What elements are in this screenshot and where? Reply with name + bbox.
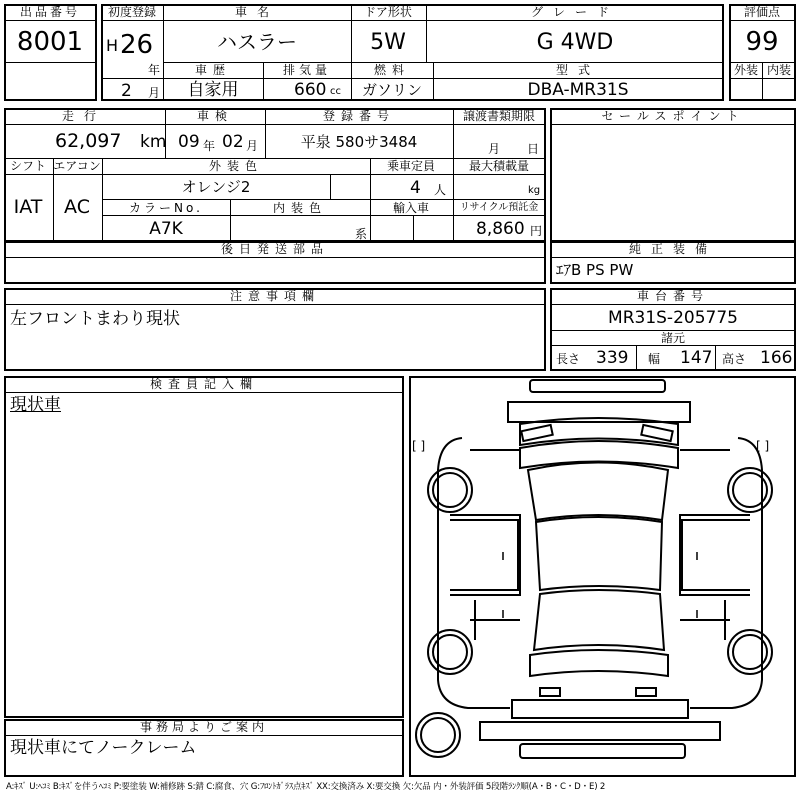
reg-number-label: 登録番号 — [322, 109, 396, 123]
grade: G 4WD — [536, 30, 614, 55]
door-type: 5W — [370, 30, 406, 55]
capacity-unit: 人 — [434, 183, 447, 197]
left-bracket: [ ] — [412, 439, 426, 453]
caution-text: 左フロントまわり現状 — [10, 309, 180, 329]
mileage-label: 走行 — [61, 109, 107, 123]
shift: IAT — [13, 196, 43, 218]
inspection-month-unit: 月 — [246, 139, 259, 153]
score-label: 評価点 — [743, 5, 781, 19]
height-label: 高さ — [722, 352, 747, 366]
office-label: 事務局よりご案内 — [139, 720, 269, 734]
length-label: 長さ — [556, 352, 581, 366]
later-parts-label: 後日発送部品 — [220, 242, 330, 256]
recycle-label: リサイクル預託金 — [459, 202, 539, 213]
transfer-month-unit: 月 — [488, 142, 501, 156]
aircon: AC — [64, 196, 90, 218]
era-letter: H — [106, 36, 119, 55]
sales-point-label: セールスポイント — [601, 109, 745, 123]
height: 166 — [760, 348, 793, 368]
reg-year-unit: 年 — [148, 63, 161, 77]
color-no: A7K — [149, 219, 183, 239]
equipment: ｴｱB PS PW — [556, 261, 634, 279]
dims-label: 諸元 — [660, 331, 686, 345]
reg-month-unit: 月 — [148, 86, 161, 100]
width: 147 — [680, 348, 713, 368]
first-reg-label: 初度登録 — [107, 5, 157, 19]
car-diagram-box — [409, 376, 796, 777]
car-name: ハスラー — [217, 30, 297, 54]
reg-number: 平泉 580サ3484 — [300, 133, 418, 151]
fuel: ガソリン — [361, 81, 423, 99]
right-bracket: [ ] — [756, 439, 770, 453]
interior-label: 内装 — [766, 63, 792, 77]
history: 自家用 — [187, 80, 239, 100]
chassis-label: 車台番号 — [636, 289, 710, 303]
grade-label: グレード — [530, 5, 620, 19]
capacity-label: 乗車定員 — [386, 159, 436, 173]
recycle-unit: 円 — [530, 224, 543, 238]
inspection-year: 09 — [178, 132, 200, 152]
score: 99 — [745, 27, 779, 57]
inspector-text: 現状車 — [10, 395, 61, 415]
displacement: 660 — [294, 80, 327, 100]
inspector-box — [4, 376, 404, 718]
chassis-number: MR31S-205775 — [608, 308, 738, 328]
recycle-fee: 8,860 — [476, 219, 525, 239]
max-load-unit: kg — [528, 185, 541, 196]
door-label: ドア形状 — [364, 5, 412, 19]
caution-label: 注意事項欄 — [229, 289, 321, 303]
int-color-label: 内装色 — [272, 201, 328, 215]
aircon-label: エアコン — [53, 159, 101, 173]
fuel-label: 燃料 — [373, 63, 411, 77]
specs-box — [4, 108, 546, 242]
width-label: 幅 — [648, 352, 661, 366]
ext-color-label: 外装色 — [208, 159, 264, 173]
transfer-doc-label: 譲渡書類期限 — [462, 109, 536, 123]
history-label: 車歴 — [194, 63, 232, 77]
displacement-label: 排気量 — [282, 63, 332, 77]
reg-year: 26 — [120, 30, 154, 60]
mileage-unit: km — [140, 132, 167, 152]
shift-label: シフト — [9, 159, 47, 173]
ext-color: オレンジ2 — [181, 178, 251, 196]
mileage: 62,097 — [55, 130, 122, 152]
model: DBA-MR31S — [527, 80, 629, 100]
equipment-label: 純正装備 — [628, 242, 718, 256]
inspector-label: 検査員記入欄 — [149, 377, 259, 391]
office-text: 現状車にてノークレーム — [10, 738, 197, 758]
lot-number: 8001 — [16, 27, 84, 57]
int-color-unit: 系 — [355, 227, 368, 241]
reg-month: 2 — [121, 81, 132, 101]
inspection-label: 車検 — [196, 109, 234, 123]
capacity: 4 — [410, 178, 421, 198]
inspection-month: 02 — [222, 132, 244, 152]
inspection-year-unit: 年 — [203, 139, 216, 153]
displacement-unit: cc — [330, 86, 341, 97]
model-label: 型式 — [555, 63, 601, 77]
exterior-label: 外装 — [733, 63, 759, 77]
car-name-label: 車名 — [234, 5, 280, 19]
length: 339 — [596, 348, 629, 368]
lot-label: 出品番号 — [19, 5, 81, 19]
transfer-day-unit: 日 — [527, 142, 540, 156]
import-label: 輸入車 — [392, 201, 430, 215]
color-no-label: カラーNo. — [129, 201, 203, 215]
sales-point-box — [550, 108, 796, 242]
max-load-label: 最大積載量 — [468, 159, 530, 173]
legend-text: A:ｷｽﾞ U:ﾍｺﾐ B:ｷｽﾞを伴うﾍｺﾐ P:要塗装 W:補修跡 S:錆 C:腐食、穴 G:ﾌﾛﾝﾄｶﾞﾗｽ点ｷｽﾞ XX:交換済み X:要交換 欠:欠品 内・外装評価 5段階ﾗﾝｸ順(A・B・C・D・E) 2 — [6, 782, 606, 792]
